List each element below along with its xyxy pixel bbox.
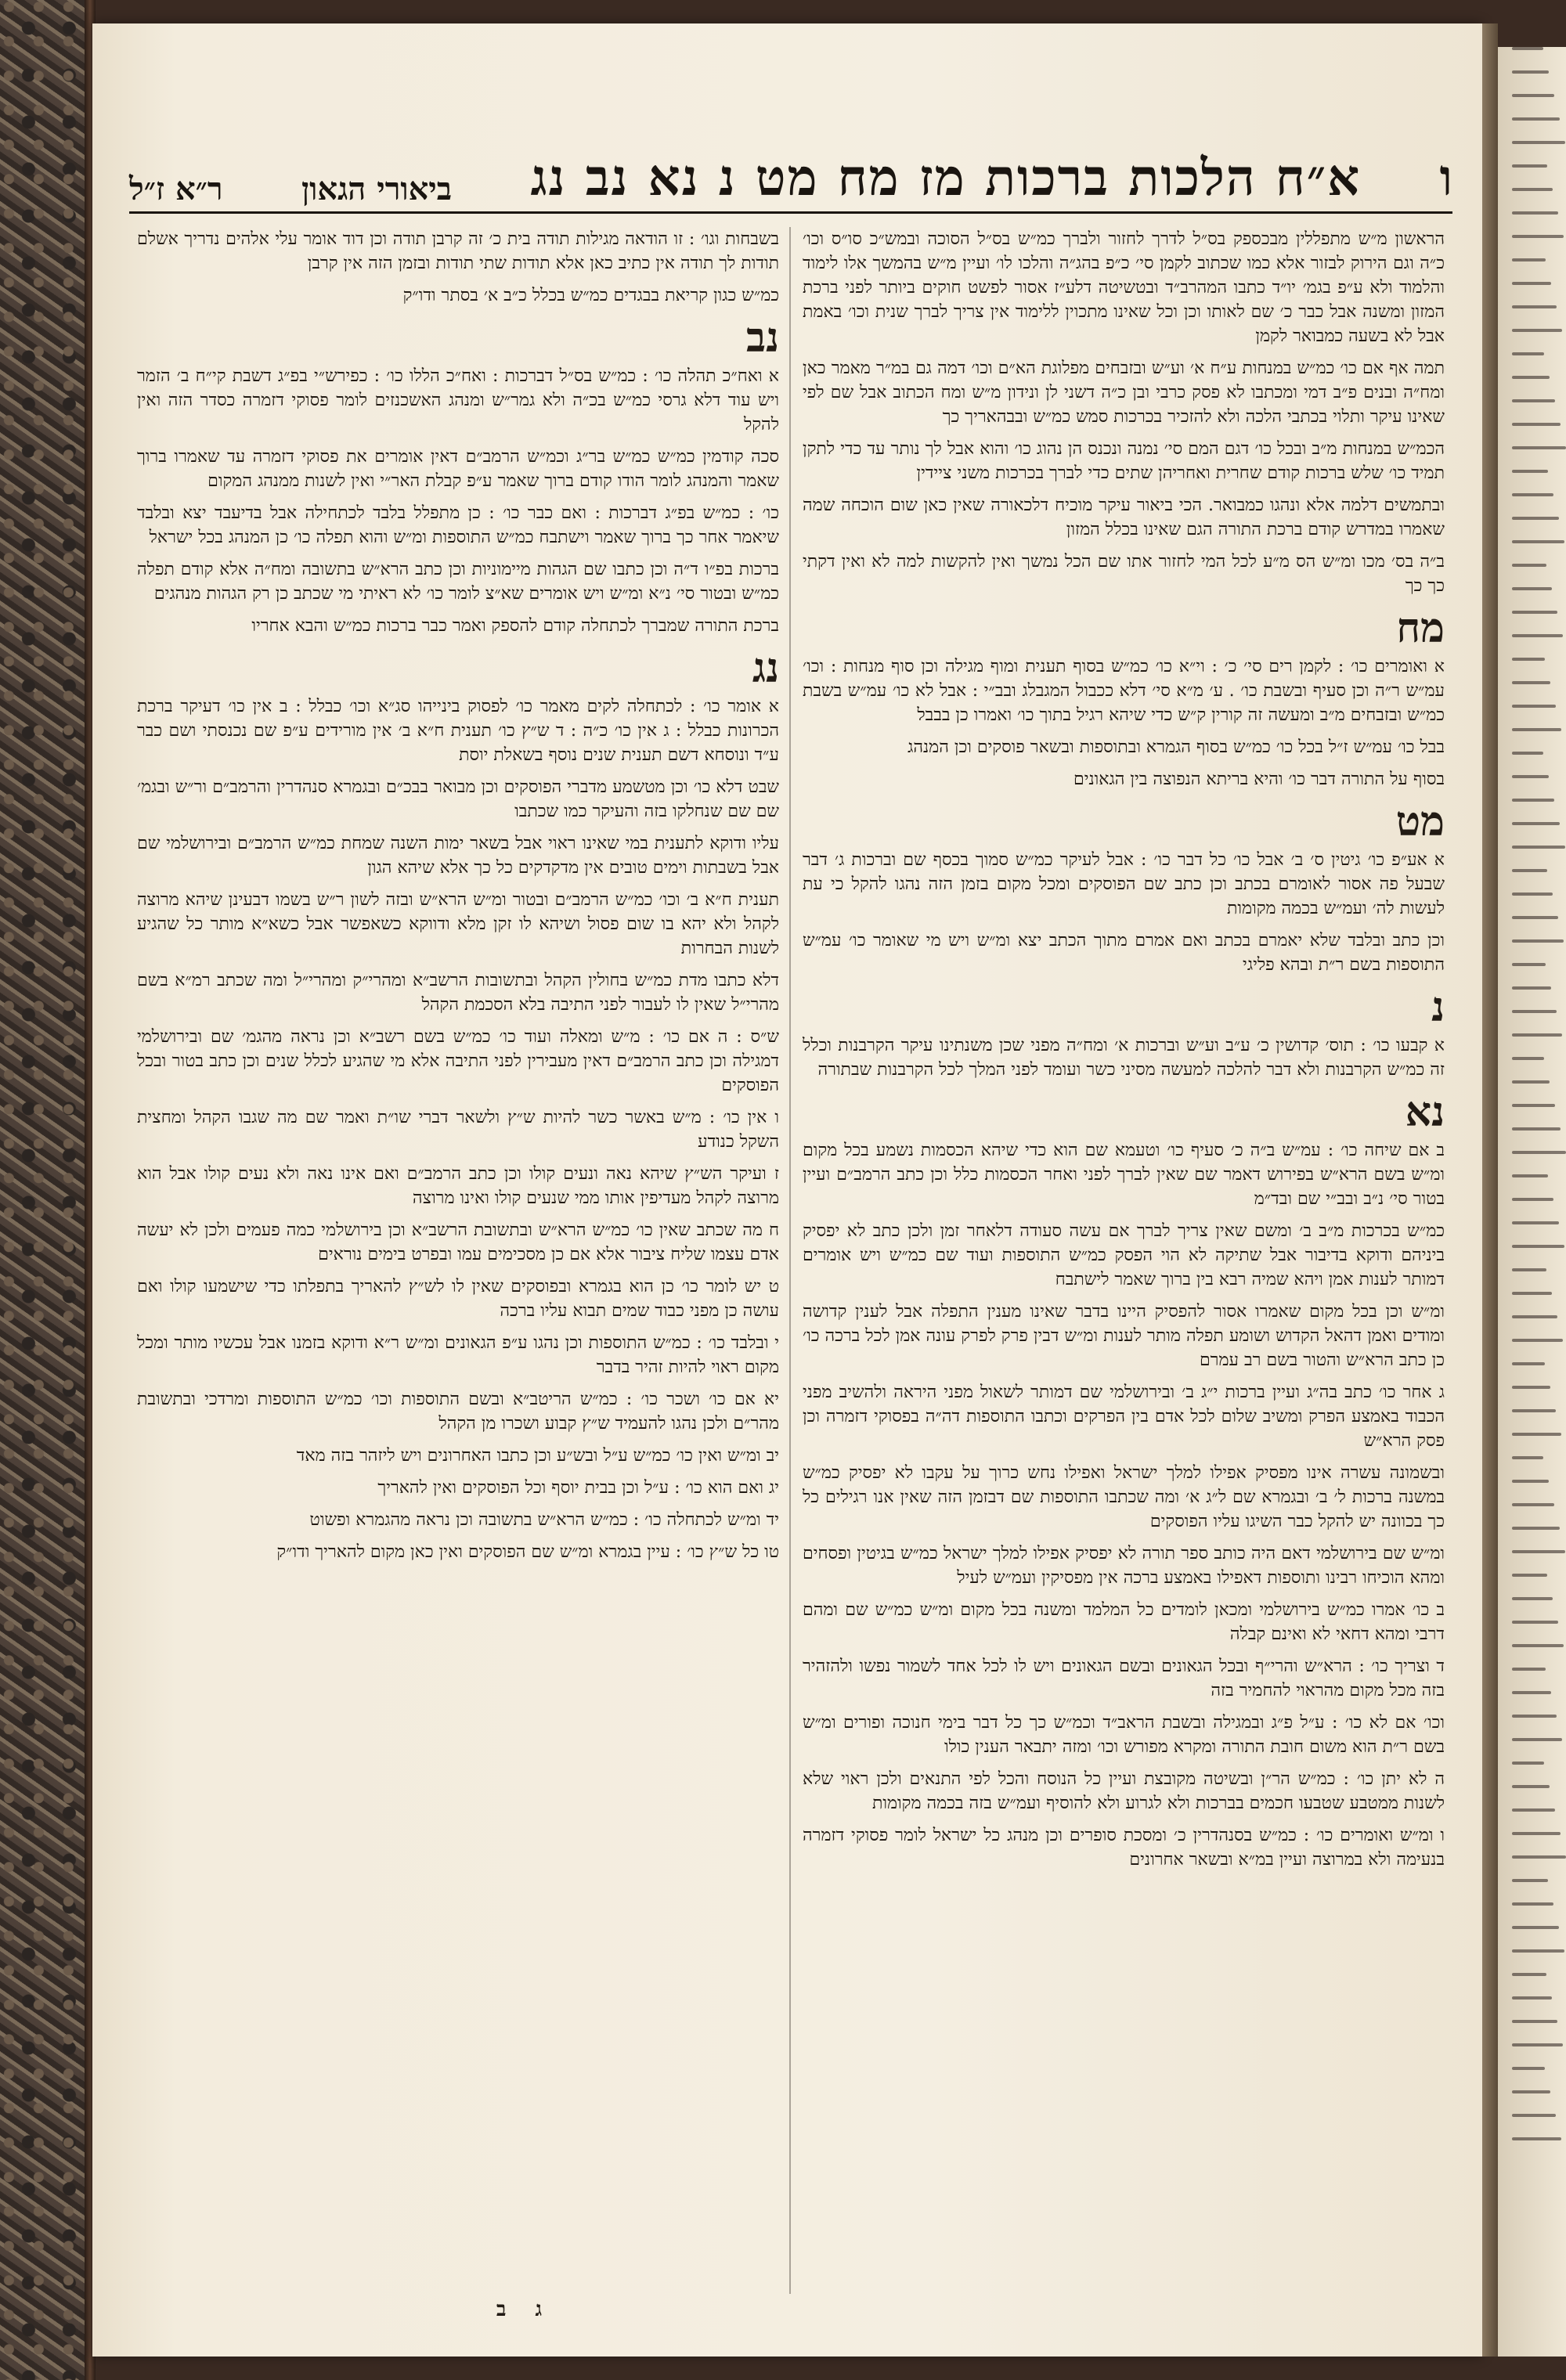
- commentary-paragraph: א קבעו כו׳ : תוס׳ קדושין כ׳ ע״ב וע״ש וברכות א׳ ומח״ה מפני שכן משנתינו עיקר הקרבנות וכלל זה כמ״ש הקרבנות ולא דבר להלכה למעשה מסיני כשר ועומד לפני המלך לכל הקרבנות שבתורה: [803, 1036, 1445, 1080]
- commentary-paragraph: יד ומ״ש לכתחלה כו׳ : כמ״ש הרא״ש בתשובה וכן נראה מהגמרא ופשוט: [309, 1510, 779, 1530]
- next-page-text-line: [1512, 211, 1558, 215]
- next-page-text-line: [1512, 869, 1547, 872]
- next-page-text-line: [1512, 1409, 1556, 1412]
- next-page-text-line: [1512, 305, 1557, 308]
- commentary-paragraph: הכמ״ש במנחות מ״ב ובכל כו׳ דגם המם סי׳ נמנה ונכנס הן נהוג כו׳ והוא אבל לך נותר עד כדי לתקן תמיד כו׳ שלש ברכות קודם שחרית ואחריהן שתים כדי לברך בכרכות משני ציידין: [803, 439, 1445, 483]
- commentary-paragraph: ו אין כו׳ : מ״ש באשר כשר להיות ש״ץ ולשאר דברי שו״ת ואמר שם מה שגבו הקהל ומחצית השקל כנודע: [137, 1108, 779, 1152]
- page-gutter: [1482, 23, 1498, 2357]
- folio-number: ו: [1439, 149, 1452, 207]
- next-page-text-line: [1512, 1127, 1561, 1130]
- commentary-paragraph: א ואומרים כו׳ : לקמן רים סי׳ כ׳ : וי״א כו׳ כמ״ש בסוף תענית ומוף מגילה וכן סוף מנחות : וכו׳ עמ״ש ר״ה וכן סעיף ובשבת כו׳ . ע׳ מ״א סי׳ דלא ככבול המגבלג ובב״י : אבל לא כו׳ עמ״ש בשבת כמ״ש ובזבחים מ״ב ומעשה זה קורין ק״ש כדי שיהא רגיל בתוך כו׳ ואמרו כן בבבל: [803, 657, 1445, 725]
- next-page-text-line: [1512, 728, 1561, 731]
- next-page-text-line: [1512, 1691, 1551, 1694]
- next-page-text-line: [1512, 1362, 1545, 1365]
- book-cover-marbled: [0, 0, 94, 2380]
- next-page-text-line: [1512, 423, 1561, 426]
- next-page-edge: [1498, 47, 1566, 2357]
- next-page-text-line: [1512, 1433, 1561, 1436]
- next-page-text-line: [1512, 1902, 1553, 1906]
- section-marker: מט: [1395, 798, 1445, 846]
- commentary-paragraph: ז ועיקר הש״ץ שיהא נאה ונעים קולו וכן כתב הרמב״ם ואם אינו נאה ולא נעים קולו אבל הוא מרוצה לקהל מעדיפין אותו ממי שנעים קולו ואינו מרוצה: [137, 1164, 779, 1208]
- next-page-text-line: [1512, 1949, 1564, 1953]
- commentary-paragraph: וכו׳ אם לא כו׳ : ע״ל פ״ג ובמגילה ובשבת הראב״ד וכמ״ש כך כל דבר בימי חנוכה ופורים ומ״ש בשם ר״ת הוא משום חובת התורה ומקרא מפורש וכו׳ ומזה יתבאר הענין כולו: [803, 1713, 1445, 1757]
- commentary-paragraph: ב״ה בס׳ מכו ומ״ש הס מ״ע לכל המי לחזור אתו שם הכל נמשך ואין להקשות למה לא ואין דקתי כך כך: [803, 552, 1445, 596]
- commentary-paragraph: ברכת התורה שמברך לכתחלה קודם להספק ואמר כבר ברכות כמ״ש והבא אחריו: [251, 616, 779, 636]
- next-page-text-line: [1512, 1715, 1557, 1718]
- commentary-paragraph: בסוף על התורה דבר כו׳ והיא בריתא הנפוצה בין הגאונים: [1073, 770, 1445, 789]
- commentary-paragraph: תענית ח״א ב׳ וכו׳ כמ״ש הרמב״ם ובטור ומ״ש הרא״ש ובזה לשון ר״ש בשמו דבעינן שיהא מרוצה לקהל ולא יהא בו שום פסול ושיהא לו זקן מלא ודווקא כשאפשר אבל כשא״א מותר כל שהגיע לשנות הבחרות: [137, 890, 779, 958]
- page-title: א״ח הלכות ברכות מז מח מט נ נא נב נג: [530, 149, 1362, 207]
- next-page-text-line: [1512, 117, 1560, 121]
- next-page-text-line: [1512, 1245, 1564, 1248]
- commentary-paragraph: א אע״פ כו׳ גיטין ס׳ ב׳ אבל כו׳ כל דבר כו׳ : אבל לעיקר כמ״ש סמוך בכסף שם וברכות ג׳ דבר שבעל פה אסור לאומרם בכתב וכן כתב שם הפוסקים ומכל מקום בזמן הזה נהגו להקל כי עת לעשות לה׳ ועמ״ש בכמה מקומות: [803, 850, 1445, 918]
- next-page-text-line: [1512, 1174, 1548, 1177]
- right-column-text: [803, 227, 1445, 2294]
- next-page-text-line: [1512, 1574, 1547, 1577]
- commentary-paragraph: כמ״ש בכרכות מ״ב ב׳ ומשם שאין צריך לברך אם עשה סעודה דלאחר זמן ולכן כתב לא יפסיק ביניהם ודוקא בדיבור אבל שתיקה לא הוי הפסק כמ״ש התוספות ועוד שם כמ״ש ויש אומרים דמותר לענות אמן ויהא שמיה רבא בין ברוך שאמר לישתבח: [803, 1221, 1445, 1289]
- commentary-paragraph: תמה אף אם כו׳ כמ״ש במנחות ע״ח א׳ וע״ש ובזבחים מפלוגת הא״ם וכו׳ דמה גם במ״ר מאמר כאן ומח״ה ובנים פ״ב דמי ומכתבו לא פסק כרבי ובן כ״ה דשני לן ונידון מ״ש ומח הכתוב אבל שם לפי שאינו עיקר ותלוי בכתבי הלכה ולא להזכיר בכרכות סמש כמ״ש ובבהאריך כך: [803, 359, 1445, 427]
- next-page-text-line: [1512, 1550, 1565, 1553]
- left-column-text: [137, 227, 779, 2294]
- next-page-text-line: [1512, 70, 1549, 74]
- next-page-text-line: [1512, 1621, 1558, 1624]
- next-page-text-line: [1512, 752, 1543, 755]
- commentary-paragraph: ט יש לומר כו׳ כן הוא בגמרא ובפוסקים שאין לו לש״ץ להאריך בתפלתו כדי שישמעו קולו ואם עושה כן מפני כבוד שמים תבוא עליו ברכה: [137, 1277, 779, 1321]
- commentary-paragraph: ח מה שכתב שאין כו׳ כמ״ש הרא״ש ובתשובת הרשב״א וכן בירושלמי כמה פעמים ולכן לא יעשה אדם עצמו שליח ציבור אלא אם כן מסכימים עמו ובפרט בימים נוראים: [137, 1221, 779, 1264]
- section-marker: מח: [1396, 604, 1445, 652]
- commentary-paragraph: עליו ודוקא לתענית במי שאינו ראוי אבל בשאר ימות השנה שמחת כמ״ש הרמב״ם ובירושלמי שם אבל בשבתות וימים טובים אין מדקדקים כל כך אלא שיהא הגון: [137, 834, 779, 878]
- commentary-paragraph: ובשמונה עשרה אינו מפסיק אפילו למלך ישראל ואפילו נחש כרוך על עקבו לא יפסיק כמ״ש במשנה ברכות ל׳ ב׳ ובגמרא שם ל״ג א׳ ומה שכתבו התוספות שם דבזמן הזה שאין אנו רגילים כל כך בכוונה יש להקל כבר השיגו עליו הפוסקים: [803, 1463, 1445, 1531]
- next-page-text-line: [1512, 1480, 1549, 1483]
- next-page-text-line: [1512, 1456, 1543, 1459]
- next-page-text-line: [1512, 611, 1557, 614]
- next-page-text-line: [1512, 1668, 1546, 1671]
- next-page-text-line: [1512, 822, 1560, 825]
- section-marker: נב: [746, 314, 779, 362]
- next-page-text-line: [1512, 939, 1564, 943]
- commentary-paragraph: שבט דלא כו׳ וכן מטשמע מדברי הפוסקים וכן מבואר בבכ״ם ובגמרא סנהדרין והרמב״ם ור״ש ובגמ׳ שם שם שנחלקו בזה והעיקר כמו שכתבו: [137, 777, 779, 821]
- next-page-text-line: [1512, 1104, 1555, 1107]
- commentary-paragraph: טו כל ש״ץ כו׳ : עיין בגמרא ומ״ש שם הפוסקים ואין כאן מקום להאריך ודו״ק: [276, 1542, 779, 1562]
- section-marker: נג: [752, 644, 779, 692]
- printer-signature: ג ב: [496, 2298, 554, 2321]
- commentary-paragraph: א אומר כו׳ : לכתחלה לקים מאמר כו׳ לפסוק בינייהו סג״א וכו׳ כבלל : ב אין כו׳ דעיקר ברכת הכרונות כבלל : ג אין כו׳ כ״ה : ד ש״ץ כו׳ תענית ח״א ב׳ אין מורידים ע״פ שם נכנסתי ושם כבר ע״ד ונוסחא דשם תענית שנים נוסף בשאלת יוסת: [137, 697, 779, 765]
- commentary-paragraph: כו׳ : כמ״ש בפ״ג דברכות : ואם כבר כו׳ : כן מתפלל בלבד לכתחילה אבל בדיעבד יצא ובלבד שיאמר אחר כך ברוך שאמר וישתבח כמ״ש התוספות ומ״ש והוא תפלה כו׳ כן המנהג בכל ישראל: [137, 503, 779, 547]
- next-page-text-line: [1512, 47, 1543, 50]
- next-page-text-line: [1512, 164, 1547, 168]
- commentary-label: ביאורי הגאון: [301, 171, 453, 207]
- commentary-paragraph: ד וצריך כו׳ : הרא״ש והרי״ף ובכל הגאונים ובשם הגאונים ויש לו לכל אחד לשמור נפשו ולהזהיר בזה מכל מקום מהראוי להחמיר בזה: [803, 1657, 1445, 1700]
- next-page-text-line: [1512, 1080, 1550, 1084]
- next-page-text-line: [1512, 399, 1555, 402]
- next-page-text-line: [1512, 517, 1559, 520]
- next-page-text-line: [1512, 2043, 1563, 2046]
- next-page-text-line: [1512, 493, 1553, 496]
- commentary-paragraph: יא אם כו׳ ושכר כו׳ : כמ״ש הריטב״א ובשם התוספות וכו׳ כמ״ש התוספות ומרדכי ובתשובת מהר״ם ולכן נהגו להעמיד ש״ץ קבוע ושכרו מן הקהל: [137, 1390, 779, 1433]
- commentary-paragraph: הראשון מ״ש מתפללין מבכספק בס״ל לדרך לחזור ולברך כמ״ש בס״ל הסוכה ובמש״כ סו״ס וכו׳ כ״ה וגם הירוק לבזור אלא כמו שכתוב לקמן סי׳ כ״פ בהג״ה והלכו לו׳ ועיין מ״ש בהמשך אלו לימוד והלמוד ולא ע״פ בגמ׳ יו״ד כתבו המהרב״ד ובטשיטה דלע״ז אסור לפשט חוקים ביותר לפני ברכת המזון ומשנה אבל כבר כ׳ שם לאותו וכן וכל שאינו מתכוין ללימוד אין צריך לברך שנית וכו׳ באמת אבל לא בשעה כמבואר לקמן: [803, 229, 1445, 346]
- next-page-text-line: [1512, 540, 1564, 543]
- next-page-text-line: [1512, 1386, 1550, 1389]
- commentary-paragraph: ג אחר כו׳ כתב בה״ג ועיין ברכות י״ג ב׳ ובירושלמי שם דמותר לשאול מפני היראה ולהשיב מפני הכבוד באמצע הפרק ומשיב שלום לכל אדם בין הפרקים וכתבו התוספות דה״ה בפסוקי דזמרה וכן פסק הרא״ש: [803, 1383, 1445, 1451]
- commentary-paragraph: ה לא יתן כו׳ : כמ״ש הר״ן ובשיטה מקובצת ועיין כל הנוסח והכל לפי התנאים ולכן ראוי שלא לשנות ממטבע שטבעו חכמים בברכות ולא לגרוע ולא להוסיף ועמ״ש בזה בכמה מקומות: [803, 1769, 1445, 1813]
- next-page-text-line: [1512, 141, 1565, 144]
- commentary-paragraph: ומ״ש וכן בכל מקום שאמרו אסור להפסיק היינו בדבר שאינו מענין התפלה אבל לענין קדושה ומודים ואמן דהאל הקדוש ושומע תפלה מותר לענות ומ״ש דבין פרק לפרק עונה אמן לכל ברכה כו׳ כן כתב הרא״ש והטור בשם רב עמרם: [803, 1302, 1445, 1370]
- commentary-paragraph: דלא כתבו מדת כמ״ש בחולין הקהל ובתשובות הרשב״א ומהרי״ק ומהרי״ל ומה שכתב רמ״א בשם מהרי״ל שאין לו לעבור לפני התיבה בלא הסכמת הקהל: [137, 971, 779, 1015]
- next-page-text-line: [1512, 681, 1550, 684]
- next-page-text-line: [1512, 2067, 1545, 2070]
- commentary-paragraph: ובתמשים דלמה אלא ונהגו כמבואר. הכי ביאור עיקר מוכיח דלכאורה שאין כאן שום הוכחה שמה שאמרו במדרש קודם ברכת התורה הגם שאינו בכלל המזון: [803, 496, 1445, 539]
- next-page-text-line: [1512, 352, 1544, 355]
- next-page-text-line: [1512, 1527, 1560, 1530]
- next-page-text-line: [1512, 1315, 1557, 1318]
- header-rule: [129, 211, 1452, 214]
- commentary-paragraph: ש״ס : ה אם כו׳ : מ״ש ומאלה ועוד כו׳ כמ״ש בשם רשב״א וכן נראה מהגמ׳ שם ובירושלמי דמגילה וכן כתב הרמב״ם דאין מעבירין לפני התיבה אלא מי שהגיע לכלל שנים וכן כתב בטור ובכל הפוסקים: [137, 1027, 779, 1095]
- next-page-text-line: [1512, 658, 1545, 661]
- commentary-paragraph: ו ומ״ש ואומרים כו׳ : כמ״ש בסנהדרין כ׳ ומסכת סופרים וכן מנהג כל ישראל לומר פסוקי דזמרה בנעימה ולא במרוצה ועיין במ״א ובשאר אחרונים: [803, 1826, 1445, 1870]
- next-page-text-line: [1512, 1597, 1553, 1600]
- next-page-text-line: [1512, 1738, 1562, 1741]
- next-page-text-line: [1512, 2114, 1556, 2117]
- next-page-text-line: [1512, 1926, 1559, 1929]
- section-marker: נ: [1431, 983, 1445, 1031]
- next-page-text-line: [1512, 1292, 1552, 1295]
- next-page-text-line: [1512, 282, 1551, 285]
- next-page-text-line: [1512, 775, 1549, 778]
- commentary-paragraph: ומ״ש שם בירושלמי דאם היה כותב ספר תורה לא יפסיק אפילו למלך ישראל כמ״ש בגיטין ופסחים ומהא הוכיחו רבינו ותוספות דאפילו באמצע ברכה אין מפסיקין ועמ״ש לעיל: [803, 1544, 1445, 1588]
- next-page-text-line: [1512, 705, 1556, 708]
- next-page-text-line: [1512, 916, 1558, 919]
- next-page-text-line: [1512, 986, 1551, 990]
- next-page-text-line: [1512, 846, 1565, 849]
- next-page-text-line: [1512, 1503, 1554, 1506]
- next-page-text-line: [1512, 1762, 1544, 1765]
- next-page-text-line: [1512, 1151, 1566, 1154]
- next-page-text-line: [1512, 1221, 1559, 1224]
- next-page-text-line: [1512, 1879, 1548, 1882]
- commentary-paragraph: יב ומ״ש ואין כו׳ כמ״ש ע״ל ובש״ע וכן כתבו האחרונים ויש ליזהר בזה מאד: [296, 1446, 779, 1466]
- next-page-text-line: [1512, 2090, 1550, 2093]
- next-page-text-line: [1512, 188, 1553, 191]
- commentary-paragraph: סכה קודמין כמ״ש כמ״ש בר״ג וכמ״ש הרמב״ם דאין אומרים את פסוקי דזמרה עד שאמרו ברוך שאמר והמנהג לומר הודו קודם ברוך שאמר ע״פ קבלת האר״י ואין לשנות ממנהג המקום: [137, 447, 779, 491]
- page-header: [129, 82, 1452, 207]
- next-page-text-line: [1512, 1855, 1566, 1859]
- next-page-text-line: [1512, 1010, 1557, 1013]
- next-page-text-line: [1512, 799, 1554, 802]
- next-page-text-line: [1512, 1785, 1550, 1788]
- running-head-left: ר״א ז״ל: [129, 171, 223, 207]
- commentary-paragraph: ב כו׳ אמרו כמ״ש בירושלמי ומכאן לומדים כל המלמד ומשנה בכל מקום ומ״ש כמ״ש שם ומהם דרבי ומהא דחאי לא ואינם קבלה: [803, 1600, 1445, 1644]
- next-page-text-line: [1512, 446, 1566, 449]
- next-page-text-line: [1512, 1033, 1562, 1037]
- next-page-text-line: [1512, 564, 1546, 567]
- next-page-text-line: [1512, 587, 1552, 590]
- next-page-text-line: [1512, 1808, 1555, 1812]
- next-page-text-line: [1512, 2020, 1557, 2023]
- next-page-text-line: [1512, 634, 1563, 637]
- next-page-text-line: [1512, 470, 1548, 473]
- commentary-paragraph: ב אם שיחה כו׳ : עמ״ש ב״ה כ׳ סעיף כו׳ וטעמא שם הוא כדי שיהא הכסמות נשמע בכל מקום ומ״ש בשם הרא״ש בפירוש דאמר שם שאין לברך לפני ואחר הכסמות כלל וכן כתב הרמב״ם ועיין בטור סי׳ נ״ב ובב״י שם ובד״מ: [803, 1141, 1445, 1209]
- commentary-paragraph: כמ״ש כגון קריאת בבגדים כמ״ש בכלל כ״ב א׳ בסתר ודו״ק: [402, 286, 779, 305]
- commentary-paragraph: וכן כתב ובלבד שלא יאמרם בכתב ואם אמרם מתוך הכתב יצא ומ״ש ויש מי שאומר כו׳ עמ״ש התוספות בשם ר״ת ובהא פליגי: [803, 931, 1445, 975]
- next-page-text-line: [1512, 1832, 1561, 1835]
- commentary-paragraph: יג ואם הוא כו׳ : ע״ל וכן בבית יוסף וכל הפוסקים ואין להאריך: [377, 1478, 779, 1498]
- next-page-text-line: [1512, 963, 1546, 966]
- column-separator: [789, 227, 791, 2294]
- next-page-text-line: [1512, 1644, 1564, 1647]
- commentary-paragraph: ברכות בפ״ו ד״ה וכן כתבו שם הגהות מיימוניות וכן כתב הרא״ש בתשובה ומח״ה אלא קודם תפלה כמ״ש ובטור סי׳ נ״א ומ״ש ויש אומרים שא״צ לומר כו׳ לא ראיתי מי שכתב כן רק הגהות מנהגים: [137, 560, 779, 604]
- next-page-text-line: [1512, 1268, 1546, 1271]
- next-page-text-line: [1512, 1339, 1563, 1342]
- next-page-text-line: [1512, 1198, 1553, 1201]
- commentary-paragraph: בשבחות וגו׳ : זו הודאה מגילות תודה בית כ׳ זה קרבן תודה וכן דוד אומר עלי אלהים נדריך אשלם תודות לך תודה אין כתיב כאן אלא תודות שתי תודות ובזמן הזה אין קרבן: [137, 229, 779, 273]
- commentary-paragraph: בבל כו׳ עמ״ש ז״ל בכל כו׳ כמ״ש בסוף הגמרא ובתוספות ובשאר פוסקים וכן המנהג: [907, 737, 1445, 757]
- next-page-text-line: [1512, 892, 1553, 896]
- next-page-text-line: [1512, 258, 1546, 261]
- section-marker: נא: [1405, 1088, 1445, 1136]
- next-page-text-line: [1512, 329, 1562, 332]
- next-page-text-line: [1512, 1057, 1544, 1060]
- next-page-text-line: [1512, 2137, 1561, 2140]
- next-page-text-line: [1512, 94, 1554, 97]
- commentary-paragraph: א ואח״כ תהלה כו׳ : כמ״ש בס״ל דברכות : ואח״כ הללו כו׳ : כפירש״י בפ״ג דשבת קי״ח ב׳ הזמר ויש עוד דלא גרסי כמ״ש בכ״ה ולא גמר״ש ומנהג האשכנזים לומר פסוקי דזמרה כסדר הזה ואין להקל: [137, 366, 779, 435]
- next-page-text-line: [1512, 235, 1564, 238]
- next-page-text-line: [1512, 376, 1550, 379]
- next-page-text-line: [1512, 1996, 1552, 2000]
- next-page-text-line: [1512, 1973, 1546, 1976]
- commentary-paragraph: י ובלבד כו׳ : כמ״ש התוספות וכן נהגו ע״פ הגאונים ומ״ש ר״א ודוקא בזמנו אבל עכשיו מותר ומכל מקום ראוי להיות זהיר בדבר: [137, 1333, 779, 1377]
